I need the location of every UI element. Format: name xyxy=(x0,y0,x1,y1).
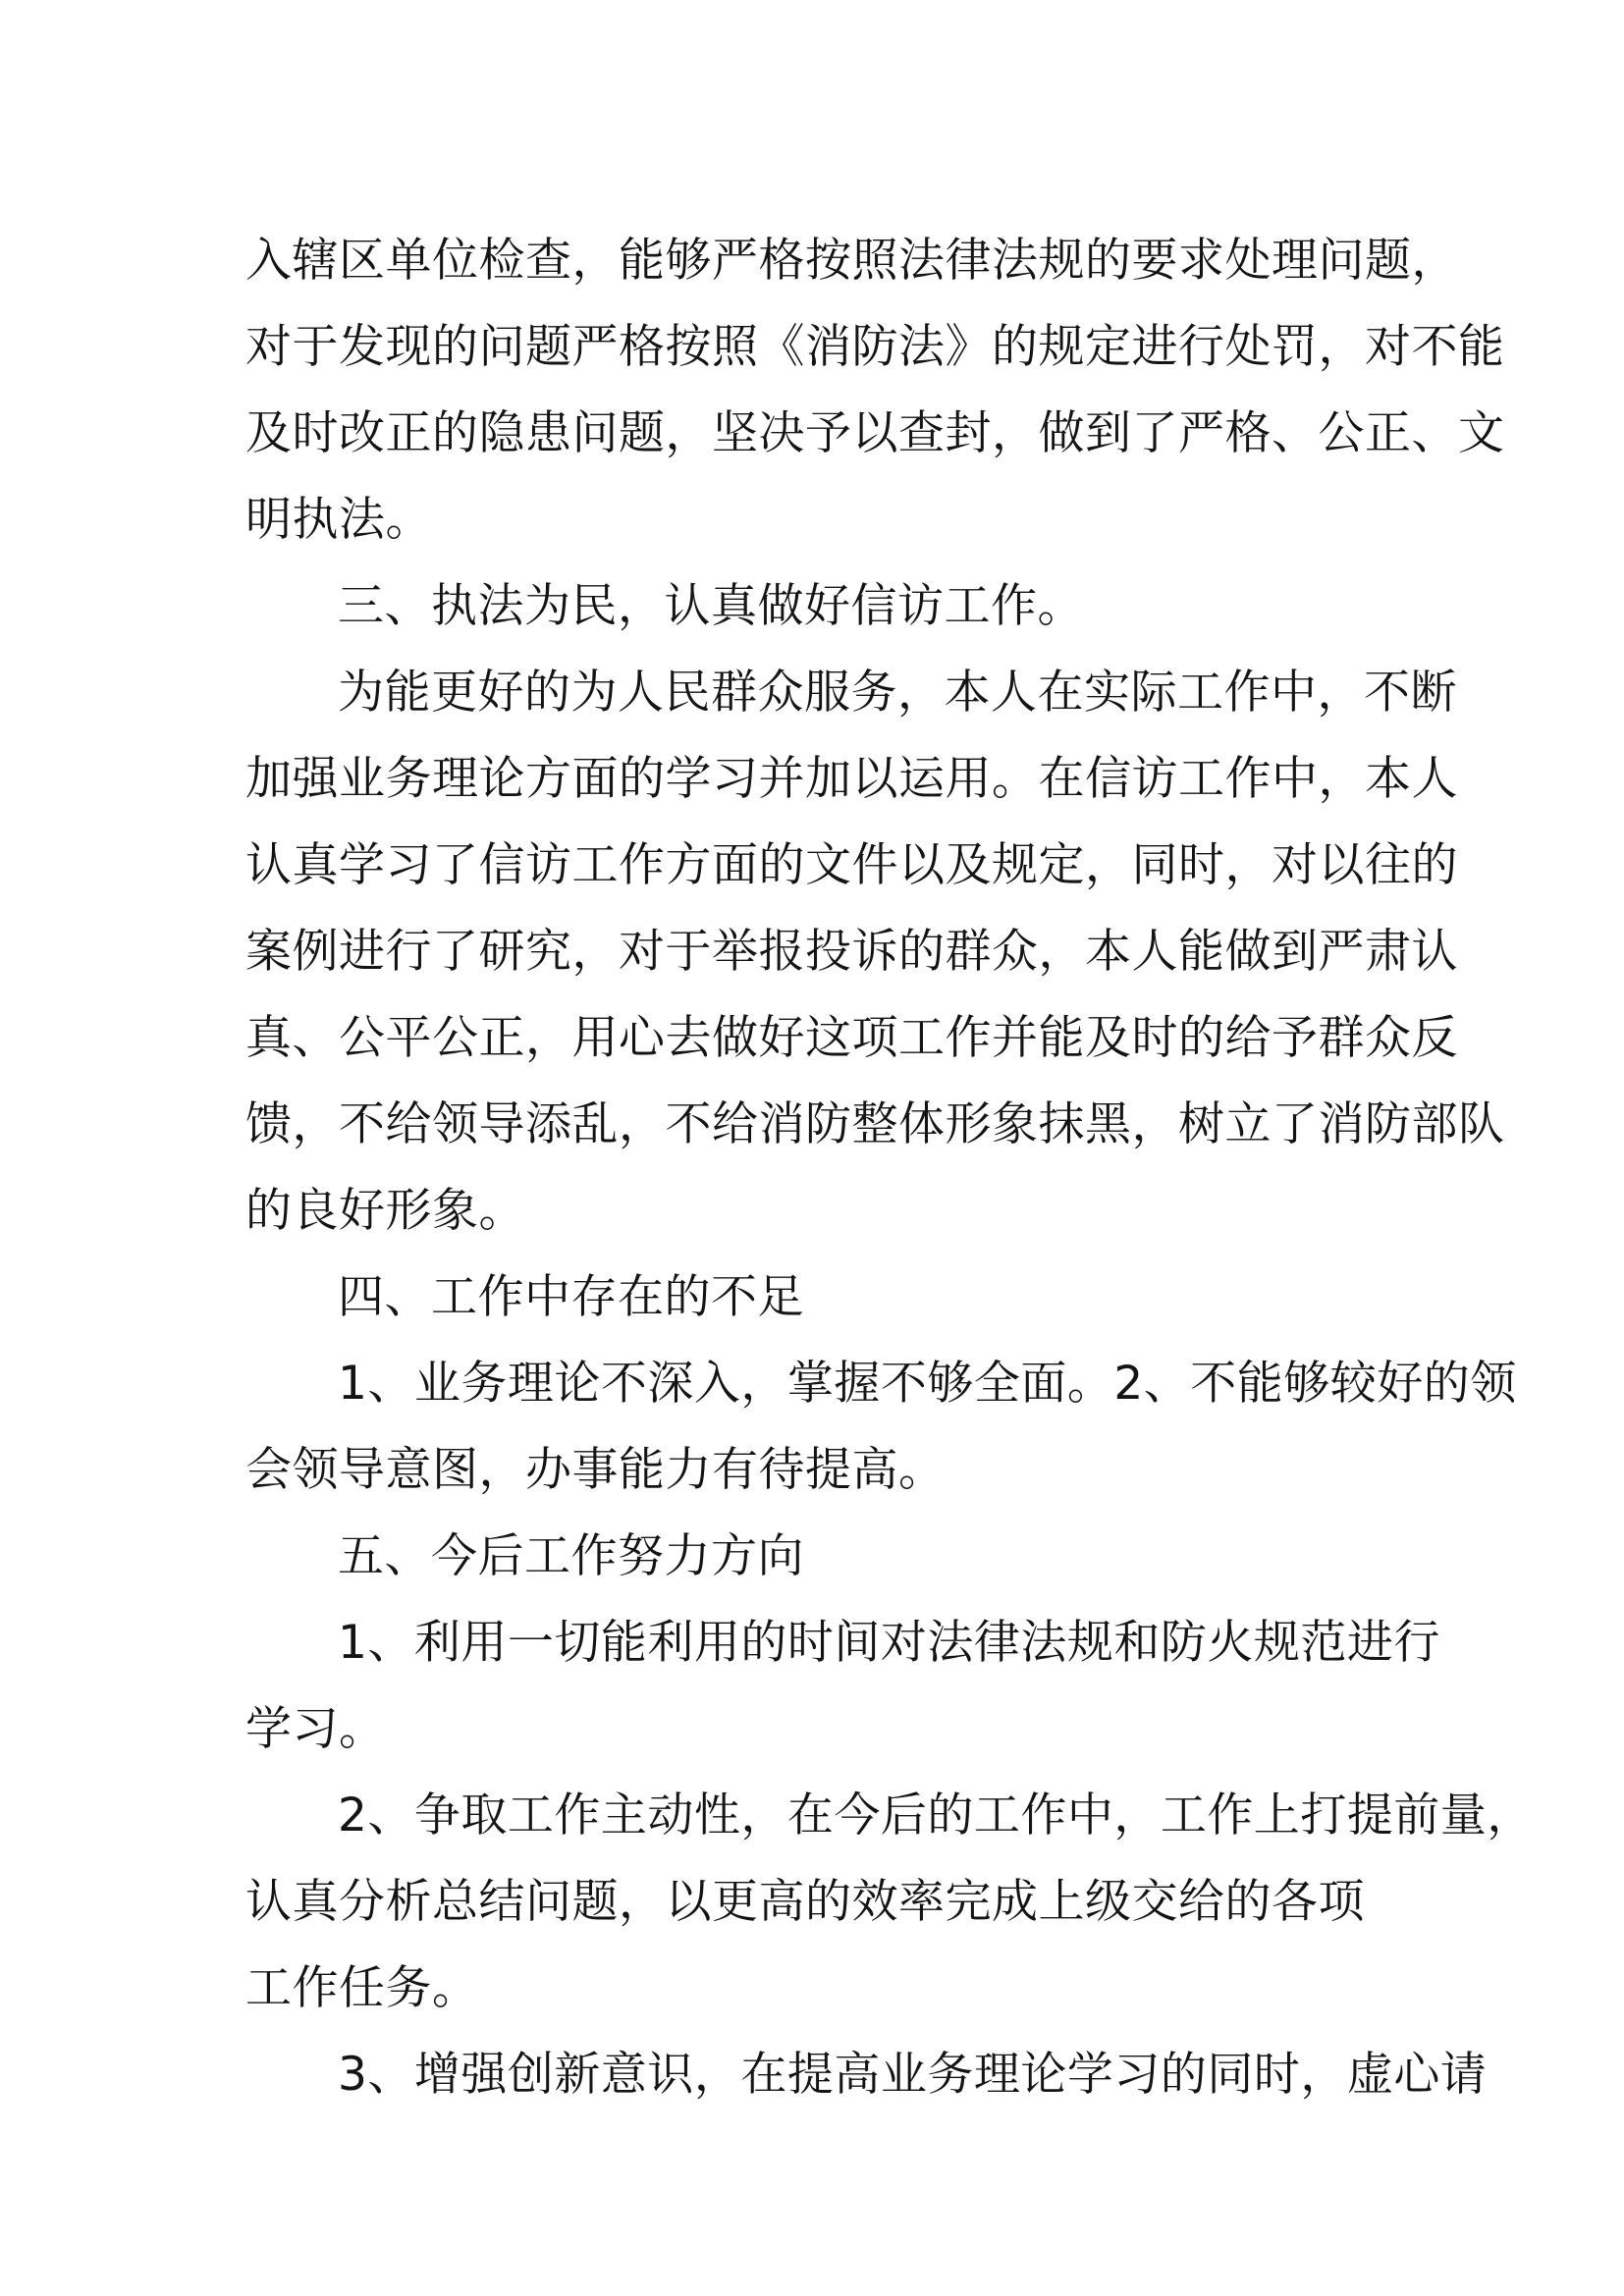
paragraph-direction-3 xyxy=(245,2032,1488,2118)
text-line: 1、业务理论不深入，掌握不够全面。2、不能够较好的领 xyxy=(338,1357,1517,1411)
text-line: 加强业务理论方面的学习并加以运用。在信访工作中，本人 xyxy=(245,752,1458,806)
paragraph-shortcomings xyxy=(245,1341,1517,1514)
paragraph-petition-work xyxy=(245,650,1505,1255)
paragraph-direction-1 xyxy=(245,1600,1440,1773)
text-line: 对于发现的问题严格按照《消防法》的规定进行处罚，对不能 xyxy=(245,320,1505,374)
text-line: 及时改正的隐患问题，坚决予以查封，做到了严格、公正、文 xyxy=(245,406,1505,460)
text-line: 的良好形象。 xyxy=(245,1184,525,1238)
section-heading-5 xyxy=(245,1514,1394,1600)
text-line: 3、增强创新意识，在提高业务理论学习的同时，虚心请 xyxy=(338,2048,1488,2102)
text-line: 案例进行了研究，对于举报投诉的群众，本人能做到严肃认 xyxy=(245,925,1458,979)
text-line: 会领导意图，办事能力有待提高。 xyxy=(245,1443,946,1497)
text-line: 馈，不给领导添乱，不给消防整体形象抹黑，树立了消防部队 xyxy=(245,1097,1505,1151)
text-line: 工作任务。 xyxy=(245,1961,479,2015)
section-heading-4 xyxy=(245,1255,1394,1341)
paragraph-inspection xyxy=(245,218,1505,563)
text-line: 为能更好的为人民群众服务，本人在实际工作中，不断 xyxy=(338,666,1457,720)
text-line: 入辖区单位检查，能够严格按照法律法规的要求处理问题， xyxy=(245,234,1458,288)
text-line: 1、利用一切能利用的时间对法律法规和防火规范进行 xyxy=(338,1616,1440,1670)
heading-text: 五、今后工作努力方向 xyxy=(338,1529,804,1583)
text-line: 认真学习了信访工作方面的文件以及规定，同时，对以往的 xyxy=(245,838,1458,892)
section-heading-3 xyxy=(245,563,1394,650)
text-line: 2、争取工作主动性，在今后的工作中，工作上打提前量， xyxy=(338,1789,1534,1842)
text-line: 真、公平公正，用心去做好这项工作并能及时的给予群众反 xyxy=(245,1011,1458,1065)
paragraph-direction-2 xyxy=(245,1773,1534,2032)
heading-text: 四、工作中存在的不足 xyxy=(338,1270,804,1324)
text-line: 学习。 xyxy=(245,1702,386,1756)
text-line: 认真分析总结问题，以更高的效率完成上级交给的各项 xyxy=(245,1875,1365,1929)
document-body xyxy=(245,218,1534,2118)
heading-text: 三、执法为民，认真做好信访工作。 xyxy=(338,579,1084,633)
text-line: 明执法。 xyxy=(245,493,432,547)
